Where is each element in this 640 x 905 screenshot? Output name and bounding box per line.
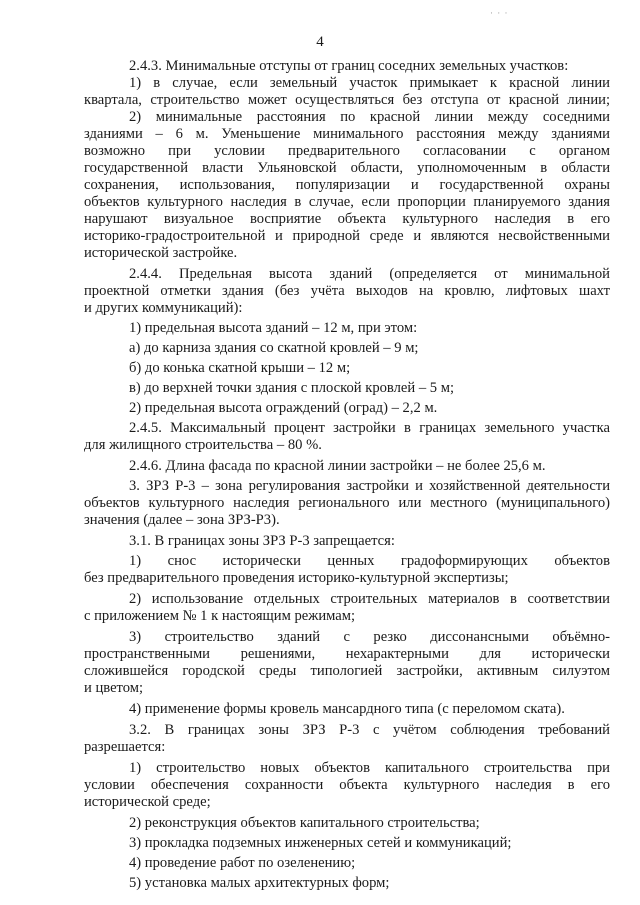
text-line: с приложением № 1 к настоящим режимам; <box>84 608 356 624</box>
text-line: квартала, строительство может осуществляться без отступа от красной линии; <box>84 92 610 108</box>
text-line: условии обеспечения сохранности объекта культурного наследия в его <box>84 777 610 793</box>
text-line: историко-градостроительной и природной среде и являются несвойственными <box>84 228 610 244</box>
text-line: для жилищного строительства – 80 %. <box>84 437 322 453</box>
corner-mark: · · · <box>490 8 509 18</box>
text-line: сохранения, использования, популяризации и государственной охраны <box>84 177 610 193</box>
text-line: государственной власти Ульяновской области, уполномоченным в области <box>84 160 610 176</box>
text-line: сложившейся городской среды типологией застройки, активным силуэтом <box>84 663 610 679</box>
text-line: 3) прокладка подземных инженерных сетей и коммуникаций; <box>129 835 512 851</box>
text-line: проектной отметки здания (без учёта выходов на кровлю, лифтовых шахт <box>84 283 610 299</box>
text-line: 2) минимальные расстояния по красной линии между соседними <box>129 109 610 125</box>
text-line: 2.4.5. Максимальный процент застройки в границах земельного участка <box>129 420 610 436</box>
text-line: 1) строительство новых объектов капитального строительства при <box>129 760 610 776</box>
text-line: зданиями – 6 м. Уменьшение минимального расстояния между зданиями <box>84 126 610 142</box>
text-line: 2.4.4. Предельная высота зданий (определяется от минимальной <box>129 266 610 282</box>
text-line: объектов культурного наследия в случае, если пропорции планируемого здания <box>84 194 610 210</box>
text-line: б) до конька скатной крыши – 12 м; <box>129 360 351 376</box>
page-number: 4 <box>316 34 324 50</box>
text-line: пространственными решениями, нехарактерными для исторически <box>84 646 610 662</box>
text-line: 3. ЗРЗ Р-3 – зона регулирования застройки и хозяйственной деятельности <box>129 478 610 494</box>
text-line: а) до карниза здания со скатной кровлей – 9 м; <box>129 340 419 356</box>
text-line: 5) установка малых архитектурных форм; <box>129 875 390 891</box>
text-line: 3.1. В границах зоны ЗРЗ Р-3 запрещается: <box>129 533 395 549</box>
text-line: 4) проведение работ по озеленению; <box>129 855 356 871</box>
text-line: 3) строительство зданий с резко диссонансными объёмно- <box>129 629 610 645</box>
text-line: значения (далее – зона ЗРЗ-Р3). <box>84 512 280 528</box>
text-line: разрешается: <box>84 739 166 755</box>
text-line: 2.4.3. Минимальные отступы от границ соседних земельных участков: <box>129 58 569 74</box>
text-line: 2) предельная высота ограждений (оград) – 2,2 м. <box>129 400 438 416</box>
text-line: 1) снос исторически ценных градоформирующих объектов <box>129 553 610 569</box>
text-line: 3.2. В границах зоны ЗРЗ Р-3 с учётом соблюдения требований <box>129 722 610 738</box>
text-line: без предварительного проведения историко-культурной экспертизы; <box>84 570 509 586</box>
text-line: 1) в случае, если земельный участок примыкает к красной линии <box>129 75 610 91</box>
text-line: 4) применение формы кровель мансардного типа (с переломом ската). <box>129 701 565 717</box>
text-line: возможно при условии предварительного согласовании с органом <box>84 143 610 159</box>
text-line: 2) использование отдельных строительных материалов в соответствии <box>129 591 610 607</box>
text-line: 2) реконструкция объектов капитального строительства; <box>129 815 480 831</box>
text-line: 1) предельная высота зданий – 12 м, при этом: <box>129 320 418 336</box>
text-line: и других коммуникаций): <box>84 300 243 316</box>
text-line: исторической застройке. <box>84 245 238 261</box>
text-line: исторической среде; <box>84 794 211 810</box>
text-line: нарушают визуальное восприятие объекта культурного наследия в его <box>84 211 610 227</box>
text-line: в) до верхней точки здания с плоской кровлей – 5 м; <box>129 380 455 396</box>
text-line: и цветом; <box>84 680 144 696</box>
text-line: 2.4.6. Длина фасада по красной линии застройки – не более 25,6 м. <box>129 458 546 474</box>
text-line: объектов культурного наследия регионального или местного (муниципального) <box>84 495 610 511</box>
